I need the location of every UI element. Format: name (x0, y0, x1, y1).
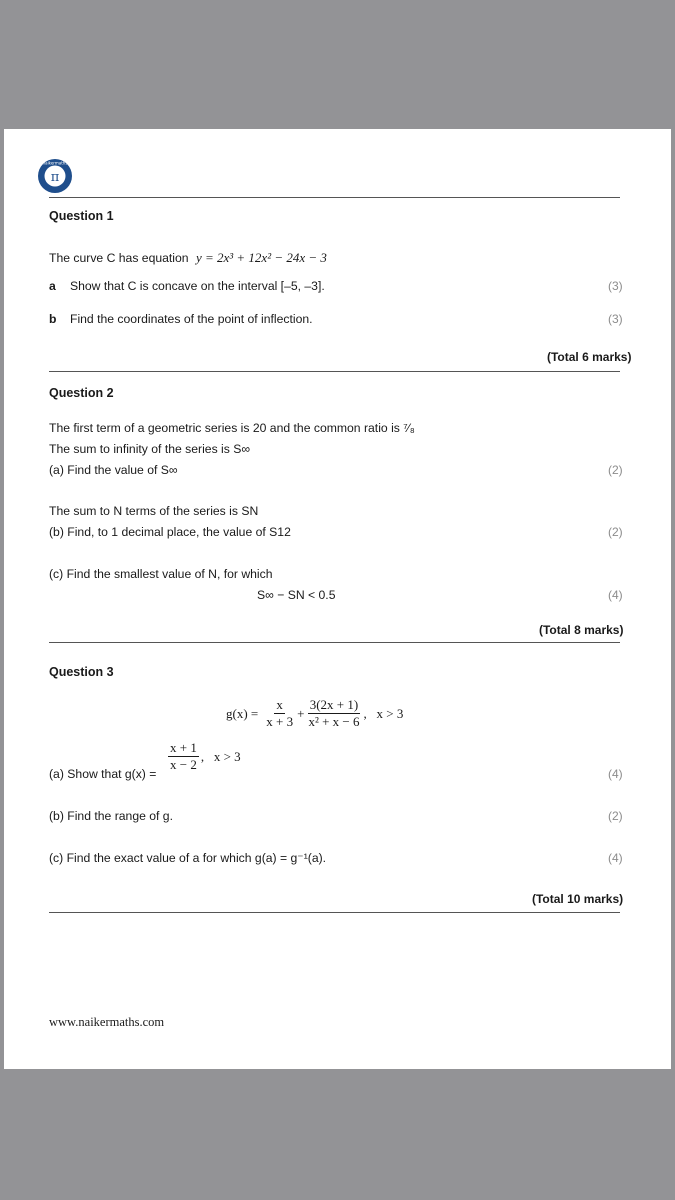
q2-line1: The first term of a geometric series is 20 and the common ratio is ⁷⁄₈ (49, 421, 415, 435)
q1-part-a-label: a (49, 279, 56, 293)
q3-part-a: (a) Show that g(x) = (49, 767, 157, 781)
q3-total-marks: (Total 10 marks) (532, 892, 624, 906)
worksheet-page (4, 129, 671, 1069)
q2-divider (49, 642, 620, 643)
q2-part-c-marks: (4) (608, 588, 623, 602)
q1-equation: y = 2x³ + 12x² − 24x − 3 (195, 250, 327, 265)
q3-plus-sign: + (297, 705, 305, 721)
q3-part-c-marks: (4) (608, 851, 623, 865)
q3-fraction-2-numerator: 3(2x + 1) (309, 697, 359, 712)
q3-fraction-2-denominator: x² + x − 6 (308, 714, 360, 729)
q2-line3: The sum to N terms of the series is SN (49, 504, 259, 518)
q3-fraction-1 (264, 698, 295, 729)
q1-intro (49, 250, 327, 266)
q1-intro-text: The curve C has equation (49, 251, 189, 265)
q3-part-a-fraction (168, 741, 199, 772)
question-2-title: Question 2 (49, 386, 114, 400)
q2-total-marks: (Total 8 marks) (539, 623, 624, 637)
header-divider (49, 197, 620, 198)
q2-part-a: (a) Find the value of S∞ (49, 463, 178, 477)
q3-fraction-2 (306, 698, 361, 729)
q1-part-a-text: Show that C is concave on the interval [–5, –3]. (70, 279, 325, 293)
q3-g-lhs: g(x) = (226, 705, 259, 721)
question-1-title: Question 1 (49, 209, 114, 223)
q3-domain: , x > 3 (363, 705, 404, 721)
q3-divider (49, 912, 620, 913)
q2-part-b-marks: (2) (608, 525, 623, 539)
q3-part-b-marks: (2) (608, 809, 623, 823)
q3-part-b: (b) Find the range of g. (49, 809, 173, 823)
footer-url: www.naikermaths.com (49, 1015, 165, 1029)
q2-part-a-marks: (2) (608, 463, 623, 477)
q3-part-a-domain: , x > 3 (200, 748, 241, 764)
q3-fraction-1-numerator: x (276, 697, 283, 712)
q3-fraction-1-denominator: x + 3 (266, 714, 294, 729)
q3-part-a-denominator: x − 2 (170, 757, 197, 772)
q2-inequality: S∞ − SN < 0.5 (257, 588, 336, 602)
q3-part-a-numerator: x + 1 (170, 740, 197, 755)
q2-part-b: (b) Find, to 1 decimal place, the value of S12 (49, 525, 291, 539)
q3-part-c: (c) Find the exact value of a for which g(a) = g⁻¹(a). (49, 851, 327, 865)
q1-part-b-text: Find the coordinates of the point of inflection. (70, 312, 313, 326)
q1-divider (49, 371, 620, 372)
svg-text:naikermaths: naikermaths (42, 160, 68, 166)
q3-part-a-marks: (4) (608, 767, 623, 781)
q1-part-b-label: b (49, 312, 57, 326)
q3-part-a-expression (166, 741, 241, 772)
question-3-title: Question 3 (49, 665, 114, 679)
q1-part-b-marks: (3) (608, 312, 623, 326)
q1-total-marks: (Total 6 marks) (547, 350, 632, 364)
q1-part-a-marks: (3) (608, 279, 623, 293)
naikermaths-logo-icon (37, 158, 73, 194)
svg-text:π: π (50, 170, 60, 185)
q3-g-definition (226, 698, 403, 729)
q2-part-c: (c) Find the smallest value of N, for which (49, 567, 273, 581)
q2-line2: The sum to infinity of the series is S∞ (49, 442, 251, 456)
